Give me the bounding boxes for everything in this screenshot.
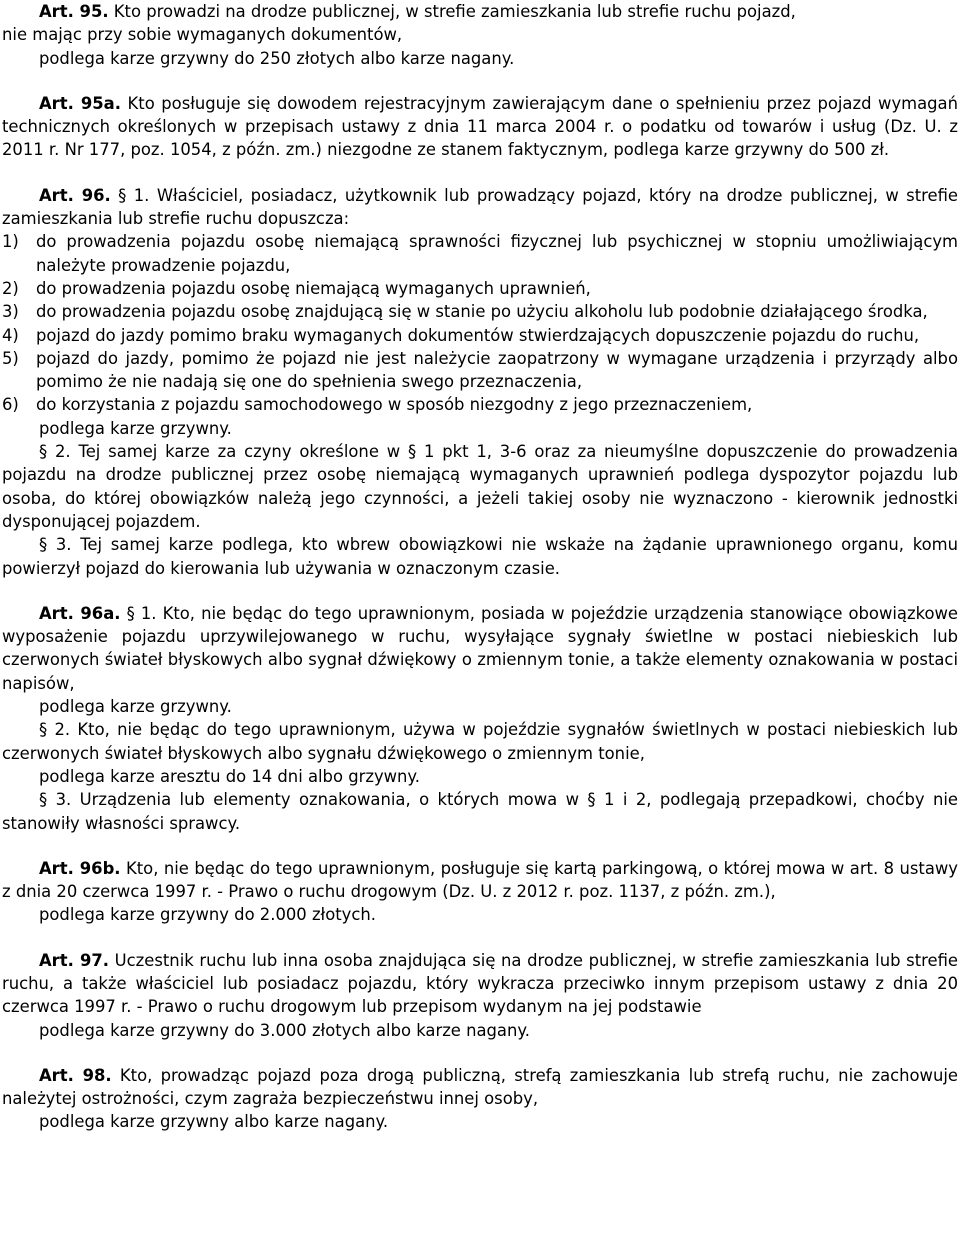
list-item (2, 300, 958, 323)
penalty-text: podlega karze grzywny do 2.000 złotych. (39, 905, 376, 925)
paragraph-text: Tej samej karze za czyny określone w § 1 pkt 1, 3-6 oraz za nieumyślne dopuszczenie do prowadzenia pojazdu na drodze publicznej przez osobę niemającą wymaganych uprawnień podlega dyspozytor pojazdu lub osoba, do której obowiązków należą jego czynności, a jeżeli takiej osoby nie wyznaczono - kierownik jednostki dysponującej pojazdem. (2, 442, 959, 531)
penalty-text: podlega karze grzywny. (39, 418, 232, 438)
penalty-text: podlega karze aresztu do 14 dni albo grzywny. (39, 766, 421, 786)
penalty-text: podlega karze grzywny do 3.000 złotych albo karze nagany. (39, 1020, 530, 1040)
penalty-text: podlega karze grzywny albo karze nagany. (39, 1112, 389, 1132)
list-item-number: 2) (2, 278, 19, 298)
article-96 (2, 184, 958, 580)
article-label: Art. 97. (39, 950, 109, 970)
list-item (2, 347, 958, 394)
paragraph-mark: § 3. (39, 790, 72, 810)
paragraph-text: Urządzenia lub elementy oznakowania, o których mowa w § 1 i 2, podlegają przepadkowi, choćby nie stanowiły własności sprawcy. (2, 790, 958, 833)
paragraph-text: Właściciel, posiadacz, użytkownik lub prowadzący pojazd, który na drodze publicznej, w strefie zamieszkania lub strefie ruchu dopuszcza: (2, 185, 959, 229)
paragraph-mark: § 1. (118, 185, 150, 205)
article-label: Art. 96. (39, 185, 111, 205)
list-item-number: 5) (2, 348, 19, 368)
list-item (2, 324, 958, 347)
list-item-number: 1) (2, 232, 19, 252)
paragraph-mark: § 2. (39, 442, 71, 462)
paragraph-text: Tej samej karze podlega, kto wbrew obowiązkowi nie wskaże na żądanie uprawnionego organu, komu powierzył pojazd do kierowania lub używania w oznaczonym czasie. (2, 535, 958, 578)
article-text: nie mając przy sobie wymaganych dokumentów, (2, 25, 403, 45)
list-item-number: 3) (2, 302, 19, 322)
article-95 (2, 0, 958, 70)
list-item (2, 277, 958, 300)
list-item-text: do prowadzenia pojazdu osobę niemającą wymaganych uprawnień, (36, 278, 591, 298)
list-item-number: 6) (2, 395, 19, 415)
article-label: Art. 96b. (39, 858, 121, 878)
paragraph-mark: § 1. (126, 603, 157, 623)
article-text: Kto, nie będąc do tego uprawnionym, posługuje się kartą parkingową, o której mowa w art. 8 ustawy z dnia 20 czerwca 1997 r. - Prawo o ruchu drogowym (Dz. U. z 2012 r. poz. 1137, z późn. zm.), (2, 858, 959, 902)
article-96b (2, 857, 958, 927)
article-label: Art. 95a. (39, 93, 121, 113)
penalty-text: podlega karze grzywny do 250 złotych albo karze nagany. (39, 48, 515, 68)
list-item-text: do prowadzenia pojazdu osobę niemającą sprawności fizycznej lub psychicznej w stopniu umożliwiającym należyte prowadzenie pojazdu, (36, 232, 958, 275)
article-label: Art. 96a. (39, 603, 121, 623)
list-item-text: pojazd do jazdy pomimo braku wymaganych dokumentów stwierdzających dopuszczenie pojazdu do ruchu, (36, 325, 920, 345)
article-95a (2, 92, 958, 162)
list-item-text: do korzystania z pojazdu samochodowego w sposób niezgodny z jego przeznaczeniem, (36, 395, 753, 415)
paragraph-text: Kto, nie będąc do tego uprawnionym, używa w pojeździe sygnałów świetlnych w postaci niebieskich lub czerwonych świateł błyskowych albo sygnału dźwiękowego o zmiennym tonie, (2, 720, 959, 763)
paragraph-mark: § 3. (39, 535, 72, 555)
paragraph-text: Kto, nie będąc do tego uprawnionym, posiada w pojeździe urządzenia stanowiące obowiązkowe wyposażenie pojazdu uprzywilejowanego w ruchu, wysyłające sygnały świetlne w postaci niebieskich lub czerwonych świateł błyskowych albo sygnał dźwiękowy o zmiennym tonie, a także elementy oznakowania w postaci napisów, (2, 603, 958, 693)
article-text: Uczestnik ruchu lub inna osoba znajdująca się na drodze publicznej, w strefie zamieszkania lub strefie ruchu, a także właściciel lub posiadacz pojazdu, który wykracza przeciwko innym przepisom ustawy z dnia 20 czerwca 1997 r. - Prawo o ruchu drogowym lub przepisom wydanym na jej podstawie (2, 950, 958, 1017)
article-text: Kto posługuje się dowodem rejestracyjnym zawierającym dane o spełnieniu przez pojazd wymagań technicznych określonych w przepisach ustawy z dnia 11 marca 2004 r. o podatku od towarów i usług (Dz. U. z 2011 r. Nr 177, poz. 1054, z późn. zm.) niezgodne ze stanem faktycznym, podlega karze grzywny do 500 zł. (2, 93, 958, 160)
article-label: Art. 95. (39, 2, 109, 21)
article-text: Kto, prowadząc pojazd poza drogą publiczną, strefą zamieszkania lub strefą ruchu, nie zachowuje należytej ostrożności, czym zagraża bezpieczeństwu innej osoby, (2, 1065, 958, 1109)
penalty-text: podlega karze grzywny. (39, 697, 232, 717)
article-97 (2, 949, 958, 1042)
list-item-number: 4) (2, 325, 19, 345)
article-text: Kto prowadzi na drodze publicznej, w strefie zamieszkania lub strefie ruchu pojazd, (113, 2, 796, 21)
list-item (2, 393, 958, 416)
paragraph-mark: § 2. (39, 720, 71, 740)
list-item-text: do prowadzenia pojazdu osobę znajdującą się w stanie po użyciu alkoholu lub podobnie działającego środka, (36, 302, 928, 322)
article-98 (2, 1064, 958, 1134)
list-item (2, 230, 958, 277)
article-96a (2, 602, 958, 835)
list-item-text: pojazd do jazdy, pomimo że pojazd nie jest należycie zaopatrzony w wymagane urządzenia i przyrządy albo pomimo że nie nadają się one do spełnienia swego przeznaczenia, (36, 348, 958, 392)
article-label: Art. 98. (39, 1065, 112, 1085)
